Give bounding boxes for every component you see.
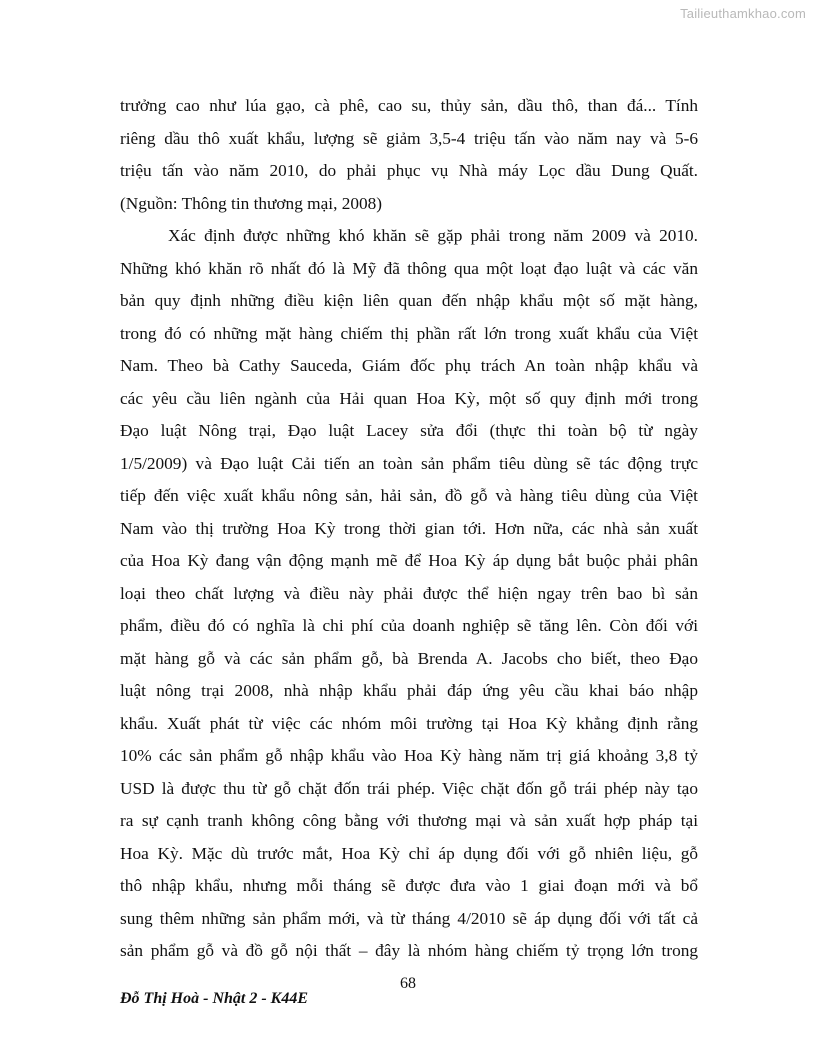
text-line: của Hoa Kỳ đang vận động mạnh mẽ để Hoa Kỳ áp dụng bắt buộc phải phân — [120, 551, 698, 570]
text-line: tiếp đến việc xuất khẩu nông sản, hải sản, đồ gỗ và hàng tiêu dùng của Việt — [120, 486, 698, 505]
text-line: sản phẩm gỗ và đồ gỗ nội thất – đây là nhóm hàng chiếm tỷ trọng lớn trong — [120, 941, 698, 960]
text-line: USD là được thu từ gỗ chặt đốn trái phép. Việc chặt đốn gỗ trái phép này tạo — [120, 778, 698, 798]
text-line: Đạo luật Nông trại, Đạo luật Lacey sửa đổi (thực thi toàn bộ từ ngày — [120, 421, 698, 440]
text-line: trưởng cao như lúa gạo, cà phê, cao su, thủy sản, dầu thô, than đá... Tính — [120, 96, 698, 115]
text-line: sung thêm những sản phẩm mới, và từ tháng 4/2010 sẽ áp dụng đối với tất cả — [120, 908, 698, 928]
text-line: (Nguồn: Thông tin thương mại, 2008) — [120, 193, 383, 213]
text-line: thô nhập khẩu, nhưng mỗi tháng sẽ được đưa vào 1 giai đoạn mới và bổ — [120, 876, 698, 895]
text-line: Nam. Theo bà Cathy Sauceda, Giám đốc phụ trách An toàn nhập khẩu và — [120, 356, 698, 375]
text-line: Nam vào thị trường Hoa Kỳ trong thời gian tới. Hơn nữa, các nhà sản xuất — [120, 518, 698, 538]
text-line: riêng dầu thô xuất khẩu, lượng sẽ giảm 3,5-4 triệu tấn vào năm nay và 5-6 — [120, 128, 698, 148]
text-line: bản quy định những điều kiện liên quan đến nhập khẩu một số mặt hàng, — [120, 291, 698, 310]
text-line: trong đó có những mặt hàng chiếm thị phần rất lớn trong xuất khẩu của Việt — [120, 323, 698, 343]
text-line: Những khó khăn rõ nhất đó là Mỹ đã thông qua một loạt đạo luật và các văn — [120, 258, 698, 278]
text-line: phẩm, điều đó có nghĩa là chi phí của doanh nghiệp sẽ tăng lên. Còn đối với — [120, 616, 698, 635]
text-line: ra sự cạnh tranh không công bằng với thương mại và sản xuất hợp pháp tại — [120, 811, 698, 830]
text-line: triệu tấn vào năm 2010, do phải phục vụ Nhà máy Lọc dầu Dung Quất. — [120, 161, 698, 180]
text-line: Xác định được những khó khăn sẽ gặp phải trong năm 2009 và 2010. — [168, 226, 698, 245]
body-text — [120, 90, 698, 968]
watermark: Tailieuthamkhao.com — [680, 6, 806, 21]
text-line: khẩu. Xuất phát từ việc các nhóm môi trường tại Hoa Kỳ khẳng định rằng — [120, 713, 698, 733]
text-line: 10% các sản phẩm gỗ nhập khẩu vào Hoa Kỳ hàng năm trị giá khoảng 3,8 tỷ — [120, 746, 698, 765]
text-line: 1/5/2009) và Đạo luật Cải tiến an toàn sản phẩm tiêu dùng sẽ tác động trực — [120, 453, 698, 473]
text-line: luật nông trại 2008, nhà nhập khẩu phải đáp ứng yêu cầu khai báo nhập — [120, 681, 698, 700]
footer-author: Đỗ Thị Hoà - Nhật 2 - K44E — [120, 990, 309, 1007]
text-line: Hoa Kỳ. Mặc dù trước mắt, Hoa Kỳ chỉ áp dụng đối với gỗ nhiên liệu, gỗ — [120, 843, 698, 863]
page-number: 68 — [400, 975, 416, 992]
text-line: các yêu cầu liên ngành của Hải quan Hoa Kỳ, một số quy định mới trong — [120, 388, 698, 408]
text-line: loại theo chất lượng và điều này phải được thể hiện ngay trên bao bì sản — [120, 583, 698, 603]
text-line: mặt hàng gỗ và các sản phẩm gỗ, bà Brenda A. Jacobs cho biết, theo Đạo — [120, 648, 698, 668]
